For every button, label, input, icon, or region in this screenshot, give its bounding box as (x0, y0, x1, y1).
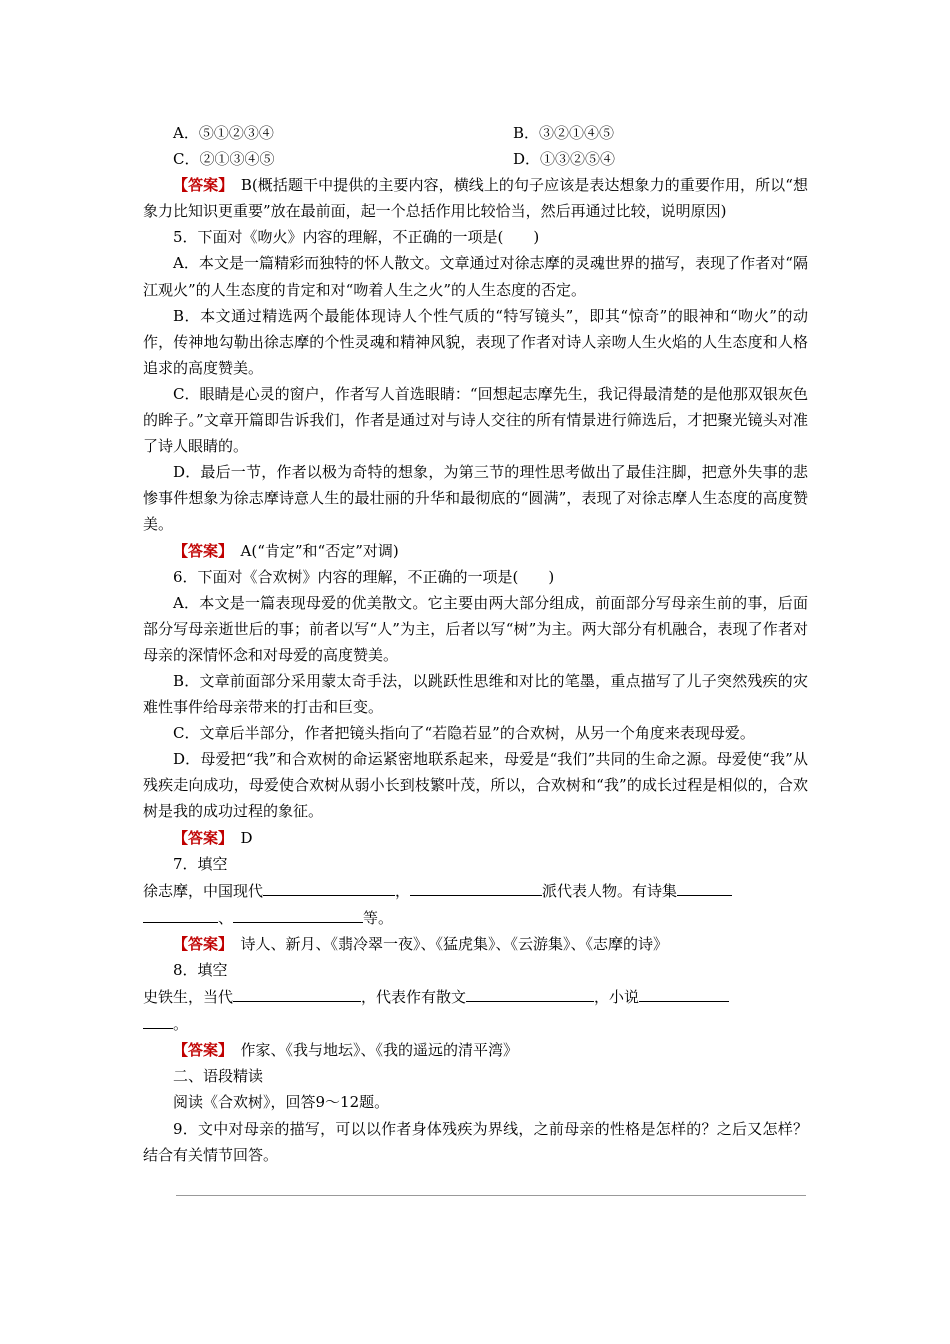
q4-answer-text: B(概括题干中提供的主要内容，横线上的句子应该是表达想象力的重要作用，所以“想象力比知识更重要”放在最前面，起一个总括作用比较恰当，然后再通过比较，说明原因) (143, 176, 808, 221)
q4-option-c: C．②①③④⑤ (173, 150, 275, 169)
answer-tag: 【答案】 (173, 828, 226, 847)
q6-option-d: D．母爱把“我”和合欢树的命运紧密地联系起来，母爱是“我们”共同的生命之源。母爱使“我”从残疾走向成功，母爱使合欢树从弱小长到枝繁叶茂，所以，合欢树和“我”的成长过程是相似的，合欢树是我的成功过程的象征。 (143, 750, 808, 821)
fill-blank[interactable] (143, 1010, 173, 1029)
q6-stem: 6．下面对《合欢树》内容的理解，不正确的一项是( ) (173, 567, 555, 586)
q4-option-d: D．①③②⑤④ (513, 150, 616, 169)
q4-option-a: A．⑤①②③④ (173, 124, 274, 142)
document-page (143, 120, 808, 1168)
q8-answer (143, 1037, 808, 1063)
q7-answer-text: 诗人、新月、《翡冷翠一夜》、《猛虎集》、《云游集》、《志摩的诗》 (240, 934, 669, 953)
q5-option-d: D．最后一节，作者以极为奇特的想象，为第三节的理性思考做出了最佳注脚，把意外失事的悲惨事件想象为徐志摩诗意人生的最壮丽的升华和最彻底的“圆满”，表现了对徐志摩人生态度的高度赞美。 (143, 463, 808, 534)
q7-answer (143, 931, 808, 957)
q5-answer-text: A(“肯定”和“否定”对调) (240, 541, 399, 560)
q6-option-a: A．本文是一篇表现母爱的优美散文。它主要由两大部分组成，前面部分写母亲生前的事，后面部分写母亲逝世后的事；前者以写“人”为主，后者以写“树”为主。两大部分有机融合，表现了作者对母亲的深情怀念和对母爱的高度赞美。 (143, 593, 808, 664)
q8-stem: 8．填空 (173, 961, 228, 979)
section-title: 二、语段精读 (173, 1067, 264, 1086)
q6-answer (143, 825, 808, 851)
q8-fill-line: 史铁生，当代 ，代表作有散文 ，小说 。 (143, 983, 808, 1037)
fill-blank[interactable] (466, 983, 594, 1002)
fill-blank[interactable] (233, 983, 361, 1002)
q5-stem: 5．下面对《吻火》内容的理解，不正确的一项是( ) (173, 228, 540, 247)
q8-answer-text: 作家、《我与地坛》、《我的遥远的清平湾》 (240, 1041, 519, 1060)
fill-blank[interactable] (143, 904, 218, 923)
answer-tag: 【答案】 (173, 1041, 226, 1060)
fill-blank[interactable] (410, 877, 542, 896)
q4-options-row1 (143, 120, 808, 146)
q9-stem: 9．文中对母亲的描写，可以以作者身体残疾为界线，之前母亲的性格是怎样的？之后又怎样？结合有关情节回答。 (143, 1119, 808, 1164)
q6-answer-text: D (240, 828, 253, 847)
answer-tag: 【答案】 (173, 541, 226, 560)
q7-fill-line: 徐志摩，中国现代 ， 派代表人物。有诗集 、 等。 (143, 877, 808, 931)
fill-blank[interactable] (263, 877, 395, 896)
q5-answer (143, 538, 808, 564)
section-intro: 阅读《合欢树》，回答9～12题。 (173, 1093, 390, 1112)
fill-blank[interactable] (677, 877, 732, 896)
q6-option-c: C．文章后半部分，作者把镜头指向了“若隐若显”的合欢树，从另一个角度来表现母爱。 (173, 724, 755, 743)
q6-option-b: B．文章前面部分采用蒙太奇手法，以跳跃性思维和对比的笔墨，重点描写了儿子突然残疾的灾难性事件给母亲带来的打击和巨变。 (143, 671, 808, 717)
q4-answer (143, 172, 808, 224)
answer-line[interactable] (176, 1195, 806, 1196)
q4-options-row2 (143, 146, 808, 172)
answer-tag: 【答案】 (173, 934, 226, 953)
q7-stem: 7．填空 (173, 854, 228, 873)
q5-option-b: B．本文通过精选两个最能体现诗人个性气质的“特写镜头”，即其“惊奇”的眼神和“吻火”的动作，传神地勾勒出徐志摩的个性灵魂和精神风貌，表现了作者对诗人亲吻人生火焰的人生态度和人格追求的高度赞美。 (143, 306, 808, 377)
q4-option-b: B．③②①④⑤ (513, 124, 615, 142)
fill-blank[interactable] (639, 983, 729, 1002)
answer-tag: 【答案】 (173, 176, 226, 195)
q5-option-a: A．本文是一篇精彩而独特的怀人散文。文章通过对徐志摩的灵魂世界的描写，表现了作者对“隔江观火”的人生态度的肯定和对“吻着人生之火”的人生态度的否定。 (143, 254, 808, 299)
q5-option-c: C．眼睛是心灵的窗户，作者写人首选眼睛：“回想起志摩先生，我记得最清楚的是他那双银灰色的眸子。”文章开篇即告诉我们，作者是通过对与诗人交往的所有情景进行筛选后，才把聚光镜头对准了诗人眼睛的。 (143, 384, 808, 456)
fill-blank[interactable] (233, 904, 363, 923)
